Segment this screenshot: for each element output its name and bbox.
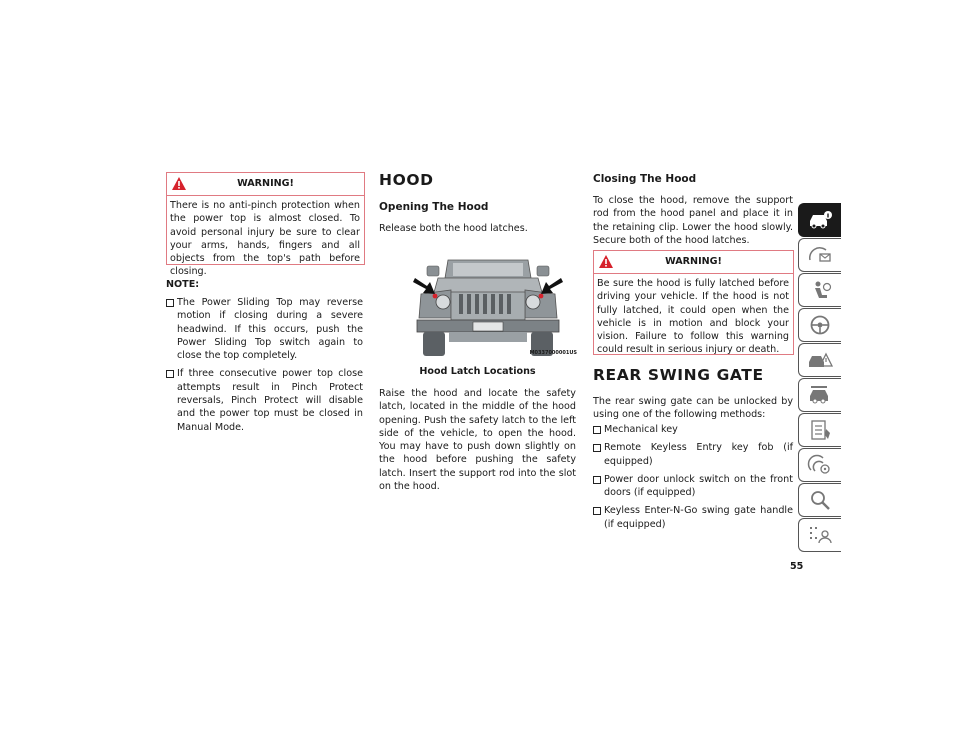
subsection-title-opening: Opening The Hood — [379, 201, 489, 213]
steering-wheel-icon — [807, 314, 833, 336]
list-item: Mechanical key — [593, 423, 793, 436]
warning-header — [167, 173, 364, 196]
list-item: The Power Sliding Top may reverse motion if closing during a severe headwind. If this occurs, push the Power Sliding Top switch again to close the top completely. — [166, 296, 363, 362]
page-number: 55 — [790, 561, 804, 572]
warning-label: WARNING! — [665, 256, 722, 267]
tab-car-service[interactable] — [798, 378, 841, 412]
language-icon — [807, 524, 833, 546]
airbag-seat-icon — [807, 279, 833, 301]
tab-car-warning[interactable] — [798, 343, 841, 377]
maintenance-checklist-icon — [807, 419, 833, 441]
warning-box-hood-latch — [593, 250, 794, 355]
list-item: If three consecutive power top close attempts result in Pinch Protect reversals, Pinch Protect will disable and the power top must be closed in Manual Mode. — [166, 367, 363, 433]
tab-multimedia[interactable] — [798, 448, 841, 482]
car-warning-icon — [807, 349, 833, 371]
warning-text: Be sure the hood is fully latched before driving your vehicle. If the hood is not fully latched, it could open when the vehicle is in motion and block your vision. Failure to follow this warning could result in serious injury or death. — [597, 278, 789, 356]
tab-maintenance-checklist[interactable] — [798, 413, 841, 447]
jeep-front-illustration — [413, 256, 563, 360]
note-label: NOTE: — [166, 279, 200, 290]
car-service-icon — [807, 384, 833, 406]
closing-body: To close the hood, remove the support rod from the hood panel and place it in the retaining clip. Lower the hood slowly. Secure both of the hood latches. — [593, 195, 793, 246]
opening-body: Raise the hood and locate the safety latch, located in the middle of the hood opening. Push the safety latch to the left side of the vehicle, to open the hood. You may have to push down slightly on the hood before pushing the safety latch. Insert the support rod into the slot on the hood. — [379, 388, 576, 493]
note-list — [166, 296, 363, 439]
swing-gate-methods-list — [593, 423, 793, 536]
warning-text: There is no anti-pinch protection when the power top is almost closed. To avoid personal injury be sure to clear your arms, hands, fingers and all objects from the top's path before closing. — [170, 200, 360, 278]
tab-search[interactable] — [798, 483, 841, 517]
figure-caption: Hood Latch Locations — [419, 366, 536, 377]
figure-code: M0337000001US — [529, 350, 577, 356]
car-info-icon — [807, 209, 833, 231]
tab-airbag-seat[interactable] — [798, 273, 841, 307]
multimedia-icon — [807, 454, 833, 476]
warning-box-power-top — [166, 172, 365, 278]
warning-header — [594, 251, 793, 274]
subsection-title-closing: Closing The Hood — [593, 173, 697, 185]
tab-language[interactable] — [798, 518, 841, 552]
tab-steering-wheel[interactable] — [798, 308, 841, 342]
tab-dashboard-message[interactable] — [798, 238, 841, 272]
tab-car-info[interactable] — [798, 203, 841, 237]
dashboard-message-icon — [807, 244, 833, 266]
search-icon — [807, 489, 833, 511]
opening-intro: Release both the hood latches. — [379, 223, 528, 234]
swing-gate-intro: The rear swing gate can be unlocked by using one of the following methods: — [593, 396, 793, 421]
section-title-rear-swing-gate: REAR SWING GATE — [593, 366, 764, 384]
section-title-hood: HOOD — [379, 171, 434, 189]
list-item: Remote Keyless Entry key fob (if equipped) — [593, 441, 793, 468]
warning-label: WARNING! — [237, 178, 294, 189]
hood-latch-figure — [413, 256, 577, 360]
list-item: Keyless Enter-N-Go swing gate handle (if equipped) — [593, 504, 793, 531]
list-item: Power door unlock switch on the front doors (if equipped) — [593, 473, 793, 500]
